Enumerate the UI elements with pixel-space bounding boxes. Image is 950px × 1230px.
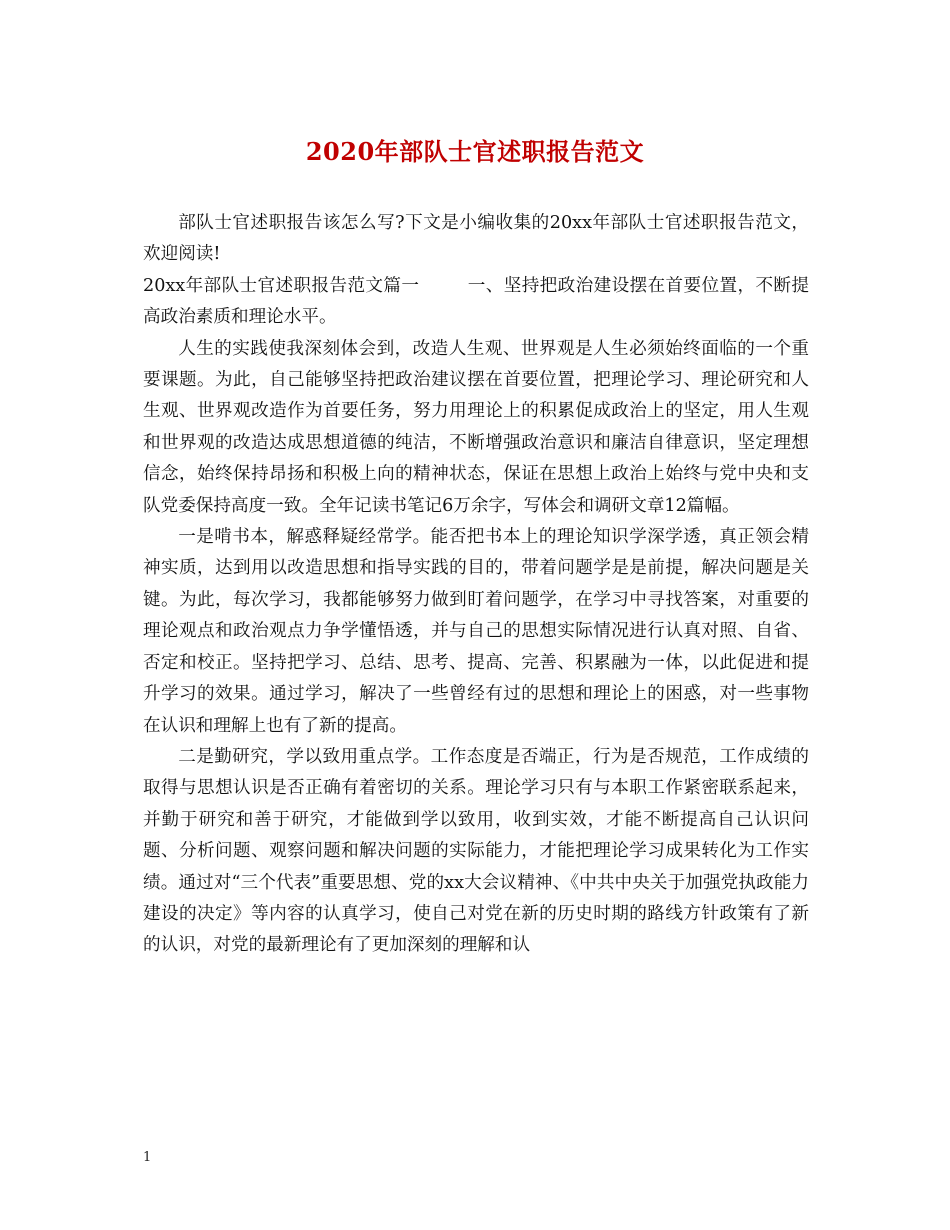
section-heading: 20xx年部队士官述职报告范文篇一 (143, 275, 420, 296)
body-paragraph-2: 一是啃书本，解惑释疑经常学。能否把书本上的理论知识学深学透，真正领会精神实质，达到用以改造思想和指导实践的目的，带着问题学是是前提，解决问题是关键。为此，每次学习，我都能够努力做到盯着问题学，在学习中寻找答案，对重要的理论观点和政治观点力争学懂悟透，并与自己的思想实际情况进行认真对照、自省、否定和校正。坚持把学习、总结、思考、提高、完善、积累融为一体，以此促进和提升学习的效果。通过学习，解决了一些曾经有过的思想和理论上的困惑，对一些事物在认识和理解上也有了新的提高。 (143, 527, 809, 736)
page-number: 1 (143, 1150, 152, 1165)
document-body (143, 208, 809, 962)
intro-paragraph: 部队士官述职报告该怎么写?下文是小编收集的20xx年部队士官述职报告范文，欢迎阅读! (143, 213, 809, 265)
section-heading-line (143, 271, 809, 334)
body-paragraph-1: 人生的实践使我深刻体会到，改造人生观、世界观是人生必须始终面临的一个重要课题。为此，自己能够坚持把政治建议摆在首要位置，把理论学习、理论研究和人生观、世界观改造作为首要任务，努力用理论上的积累促成政治上的坚定，用人生观和世界观的改造达成思想道德的纯洁，不断增强政治意识和廉洁自律意识，坚定理想信念，始终保持昂扬和积极上向的精神状态，保证在思想上政治上始终与党中央和支队党委保持高度一致。全年记读书笔记6万余字，写体会和调研文章12篇幅。 (143, 338, 809, 516)
document-title: 2020年部队士官述职报告范文 (305, 137, 645, 166)
body-paragraph-3: 二是勤研究，学以致用重点学。工作态度是否端正，行为是否规范，工作成绩的取得与思想认识是否正确有着密切的关系。理论学习只有与本职工作紧密联系起来，并勤于研究和善于研究，才能做到学以致用，收到实效，才能不断提高自己认识问题、分析问题、观察问题和解决问题的实际能力，才能把理论学习成果转化为工作实绩。通过对“三个代表”重要思想、党的xx大会议精神、《中共中央关于加强党执政能力建设的决定》等内容的认真学习，使自己对党在新的历史时期的路线方针政策有了新的认识，对党的最新理论有了更加深刻的理解和认 (143, 746, 809, 956)
section-first-point: 一、坚持把政治建设摆在首要位置，不断提高政治素质和理论水平。 (143, 275, 809, 328)
